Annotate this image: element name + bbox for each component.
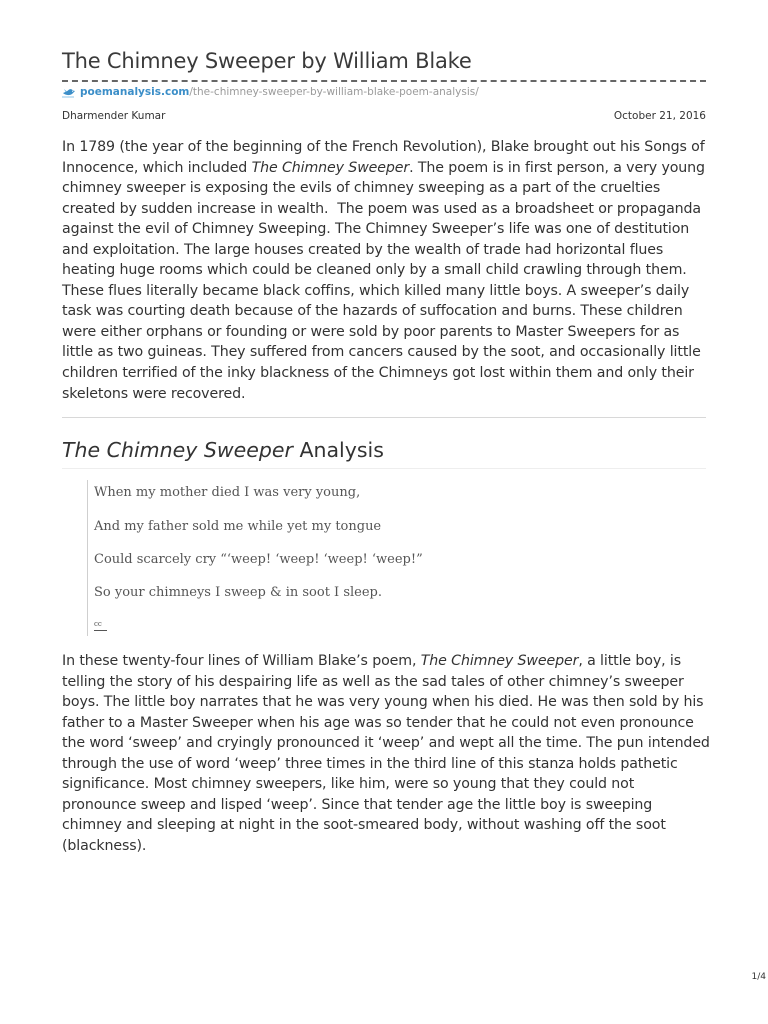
stanza-line: Could scarcely cry “‘weep! ‘weep! ‘weep! ‘weep!” bbox=[94, 552, 423, 567]
poem-title-italic: The Chimney Sweeper bbox=[420, 653, 579, 669]
article-title: The Chimney Sweeper by William Blake bbox=[62, 49, 472, 73]
section-divider bbox=[62, 417, 706, 418]
byline bbox=[62, 110, 706, 122]
embed-marker[interactable]: cc bbox=[94, 620, 107, 631]
title-divider bbox=[62, 80, 706, 82]
poem-stanza-quote bbox=[87, 480, 648, 636]
stanza-line: So your chimneys I sweep & in soot I sleep. bbox=[94, 585, 382, 600]
analysis-paragraph: In these twenty-four lines of William Blake’s poem, The Chimney Sweeper, a little boy, is telling the story of his despairing life as well as the sad tales of other chimney’s sweeper boys. The little boy narrates that he was very young when his died. He was then sold by his father to a Master Sweeper when his age was so tender that he could not even pronounce the word ‘sweep’ and cryingly pronounced it ‘weep’ and wept all the time. The pun intended through the use of word ‘weep’ three times in the third line of this stanza holds pathetic significance. Most chimney sweepers, like him, were so young that they could not pronounce sweep and lisped ‘weep’. Since that tender age the little boy is sweeping chimney and sleeping at night in the soot-smeared body, without washing off the soot (blackness). bbox=[62, 653, 710, 854]
intro-paragraph: In 1789 (the year of the beginning of the French Revolution), Blake brought out his Songs of Innocence, which included The Chimney Sweeper. The poem is in first person, a very young chimney sweeper is exposing the evils of chimney sweeping as a part of the cruelties created by sudden increase in wealth. The poem was used as a broadsheet or propaganda against the evil of Chimney Sweeping. The Chimney Sweeper’s life was one of destitution and exploitation. The large houses created by the wealth of trade had horizontal flues heating huge rooms which could be cleaned only by a small child crawling through them. These flues literally became black coffins, which killed many little boys. A sweeper’s daily task was courting death because of the hazards of suffocation and burns. These children were either orphans or founding or were sold by poor parents to Master Sweepers for as little as two guineas. They suffered from cancers caused by the soot, and occasionally little children terrified of the inky blackness of the Chimneys got lost within them and only their skeletons were recovered. bbox=[62, 139, 705, 402]
author-name: Dharmender Kumar bbox=[62, 110, 166, 122]
heading-underline bbox=[62, 468, 706, 469]
poem-title-italic: The Chimney Sweeper bbox=[251, 159, 410, 176]
stanza-line: When my mother died I was very young, bbox=[94, 485, 361, 500]
source-domain[interactable]: poemanalysis.com bbox=[80, 86, 190, 98]
source-url[interactable] bbox=[62, 86, 479, 98]
bird-logo-icon bbox=[62, 86, 76, 98]
publish-date: October 21, 2016 bbox=[613, 110, 706, 122]
section-heading: The Chimney Sweeper Analysis bbox=[62, 438, 384, 462]
page-number: 1/4 bbox=[751, 972, 766, 982]
stanza-line: And my father sold me while yet my tongue bbox=[94, 519, 382, 534]
source-path[interactable]: /the-chimney-sweeper-by-william-blake-poem-analysis/ bbox=[189, 86, 479, 98]
